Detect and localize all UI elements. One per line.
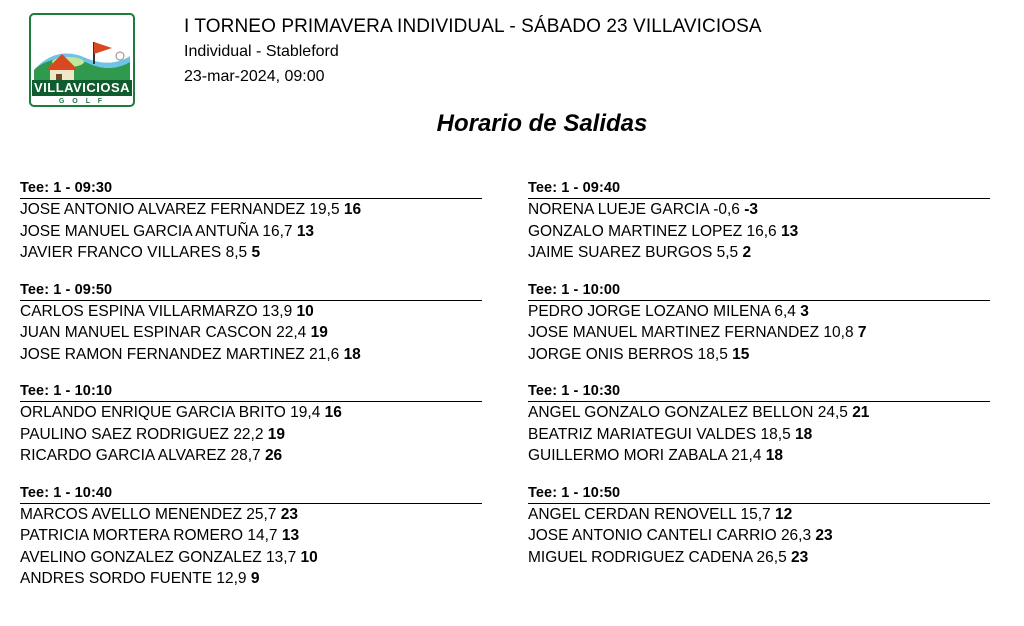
player-row	[528, 525, 1000, 547]
player-strokes: 16	[343, 201, 362, 218]
tee-group	[20, 282, 492, 366]
player-strokes: 13	[296, 222, 315, 240]
player-strokes: 16	[324, 404, 342, 421]
player-handicap: 12,9	[216, 570, 251, 587]
player-row	[528, 199, 1000, 221]
player-row	[20, 199, 492, 221]
column-right	[528, 180, 1000, 608]
player-strokes: -3	[744, 201, 759, 218]
player-handicap: 5,5	[716, 244, 743, 261]
villaviciosa-golf-logo	[28, 12, 136, 108]
player-row	[528, 445, 1000, 467]
player-handicap: 24,5	[817, 404, 853, 421]
player-handicap: 22,4	[276, 324, 311, 341]
player-strokes: 13	[780, 222, 799, 240]
tee-group	[528, 383, 1000, 467]
player-strokes: 12	[774, 505, 793, 523]
player-strokes: 23	[815, 527, 833, 544]
player-row	[528, 242, 1000, 264]
player-name: JOSE ANTONIO ALVAREZ FERNANDEZ	[20, 201, 310, 218]
player-name: PEDRO JORGE LOZANO MILENA	[528, 302, 775, 320]
player-strokes: 10	[300, 548, 318, 566]
player-name: ORLANDO ENRIQUE GARCIA BRITO	[20, 404, 291, 421]
player-strokes: 7	[857, 324, 867, 341]
player-strokes: 15	[732, 345, 750, 363]
tee-time-label: Tee: 1 - 10:30	[528, 383, 990, 402]
player-strokes: 10	[296, 302, 314, 320]
tee-group	[528, 485, 1000, 569]
tee-time-label: Tee: 1 - 10:40	[20, 485, 482, 504]
player-name: RICARDO GARCIA ALVAREZ	[20, 447, 231, 464]
player-handicap: 13,7	[266, 548, 301, 566]
player-row	[528, 322, 1000, 344]
player-row	[20, 322, 492, 344]
player-row	[20, 424, 492, 446]
player-strokes: 23	[791, 548, 809, 566]
player-handicap: 10,8	[823, 324, 858, 341]
player-name: JOSE MANUEL MARTINEZ FERNANDEZ	[528, 324, 824, 341]
column-left	[20, 180, 492, 608]
player-strokes: 23	[280, 505, 298, 523]
player-name: JOSE MANUEL GARCIA ANTUÑA	[20, 222, 263, 240]
tee-group	[20, 485, 492, 590]
tee-times-columns	[0, 180, 1024, 608]
tee-time-label: Tee: 1 - 09:30	[20, 180, 482, 199]
player-strokes: 5	[251, 244, 261, 261]
tee-time-label: Tee: 1 - 10:00	[528, 282, 990, 301]
player-strokes: 26	[264, 447, 283, 464]
tee-group	[528, 180, 1000, 264]
player-row	[528, 547, 1000, 569]
player-name: JOSE RAMON FERNANDEZ MARTINEZ	[20, 345, 310, 363]
player-handicap: 18,5	[697, 345, 733, 363]
player-strokes: 3	[800, 302, 809, 320]
player-row	[20, 445, 492, 467]
player-strokes: 18	[343, 345, 361, 363]
player-row	[20, 525, 492, 547]
player-handicap: 28,7	[230, 447, 265, 464]
player-handicap: 18,5	[760, 425, 796, 443]
player-handicap: 15,7	[740, 505, 775, 523]
player-row	[20, 568, 492, 590]
player-row	[20, 221, 492, 243]
player-handicap: 25,7	[246, 505, 281, 523]
tournament-modality: Individual - Stableford	[184, 43, 339, 60]
player-name: CARLOS ESPINA VILLARMARZO	[20, 302, 263, 320]
player-handicap: 6,4	[774, 302, 801, 320]
player-name: JUAN MANUEL ESPINAR CASCON	[20, 324, 277, 341]
document-header	[0, 0, 1024, 108]
player-handicap: 26,3	[780, 527, 816, 544]
tournament-title: I TORNEO PRIMAVERA INDIVIDUAL - SÁBADO 23 VILLAVICIOSA	[184, 16, 762, 37]
player-row	[20, 344, 492, 366]
player-name: JORGE ONIS BERROS	[528, 345, 698, 363]
tournament-datetime: 23-mar-2024, 09:00	[184, 68, 325, 85]
tee-group	[20, 383, 492, 467]
page-title: Horario de Salidas	[436, 110, 648, 137]
player-name: GUILLERMO MORI ZABALA	[528, 447, 732, 464]
player-name: JOSE ANTONIO CANTELI CARRIO	[528, 527, 781, 544]
player-handicap: 22,2	[233, 425, 268, 443]
tee-time-label: Tee: 1 - 10:50	[528, 485, 990, 504]
header-text-block	[184, 8, 762, 89]
player-strokes: 13	[281, 527, 300, 544]
player-row	[528, 424, 1000, 446]
player-name: NORENA LUEJE GARCIA	[528, 201, 714, 218]
player-name: MIGUEL RODRIGUEZ CADENA	[528, 548, 757, 566]
player-name: JAVIER FRANCO VILLARES	[20, 244, 226, 261]
player-row	[20, 301, 492, 323]
tee-time-label: Tee: 1 - 10:10	[20, 383, 482, 402]
player-handicap: -0,6	[713, 201, 745, 218]
player-row	[528, 504, 1000, 526]
player-name: ANGEL CERDAN RENOVELL	[528, 505, 741, 523]
svg-text:G O L F: G O L F	[58, 98, 106, 105]
player-name: ANGEL GONZALO GONZALEZ BELLON	[528, 404, 818, 421]
player-handicap: 21,6	[309, 345, 344, 363]
player-name: GONZALO MARTINEZ LOPEZ	[528, 222, 747, 240]
tee-time-label: Tee: 1 - 09:40	[528, 180, 990, 199]
player-name: PATRICIA MORTERA ROMERO	[20, 527, 248, 544]
player-name: PAULINO SAEZ RODRIGUEZ	[20, 425, 234, 443]
player-strokes: 9	[250, 570, 260, 587]
player-handicap: 21,4	[731, 447, 766, 464]
player-row	[528, 344, 1000, 366]
player-strokes: 2	[742, 244, 752, 261]
player-strokes: 18	[795, 425, 813, 443]
svg-text:VILLAVICIOSA: VILLAVICIOSA	[33, 80, 131, 95]
player-row	[20, 547, 492, 569]
player-name: ANDRES SORDO FUENTE	[20, 570, 217, 587]
player-handicap: 16,7	[262, 222, 297, 240]
player-handicap: 26,5	[756, 548, 791, 566]
player-handicap: 8,5	[225, 244, 252, 261]
player-name: JAIME SUAREZ BURGOS	[528, 244, 717, 261]
player-row	[528, 402, 1000, 424]
player-row	[20, 504, 492, 526]
player-handicap: 19,5	[309, 201, 344, 218]
tee-time-label: Tee: 1 - 09:50	[20, 282, 482, 301]
player-name: MARCOS AVELLO MENENDEZ	[20, 505, 247, 523]
player-strokes: 19	[310, 324, 328, 341]
player-row	[20, 242, 492, 264]
player-handicap: 16,6	[746, 222, 781, 240]
player-row	[20, 402, 492, 424]
player-strokes: 21	[852, 404, 870, 421]
player-strokes: 19	[267, 425, 286, 443]
player-handicap: 14,7	[247, 527, 282, 544]
tee-group	[20, 180, 492, 264]
tee-group	[528, 282, 1000, 366]
player-handicap: 19,4	[290, 404, 325, 421]
player-row	[528, 221, 1000, 243]
player-row	[528, 301, 1000, 323]
player-name: AVELINO GONZALEZ GONZALEZ	[20, 548, 267, 566]
player-strokes: 18	[765, 447, 784, 464]
player-handicap: 13,9	[262, 302, 297, 320]
player-name: BEATRIZ MARIATEGUI VALDES	[528, 425, 761, 443]
